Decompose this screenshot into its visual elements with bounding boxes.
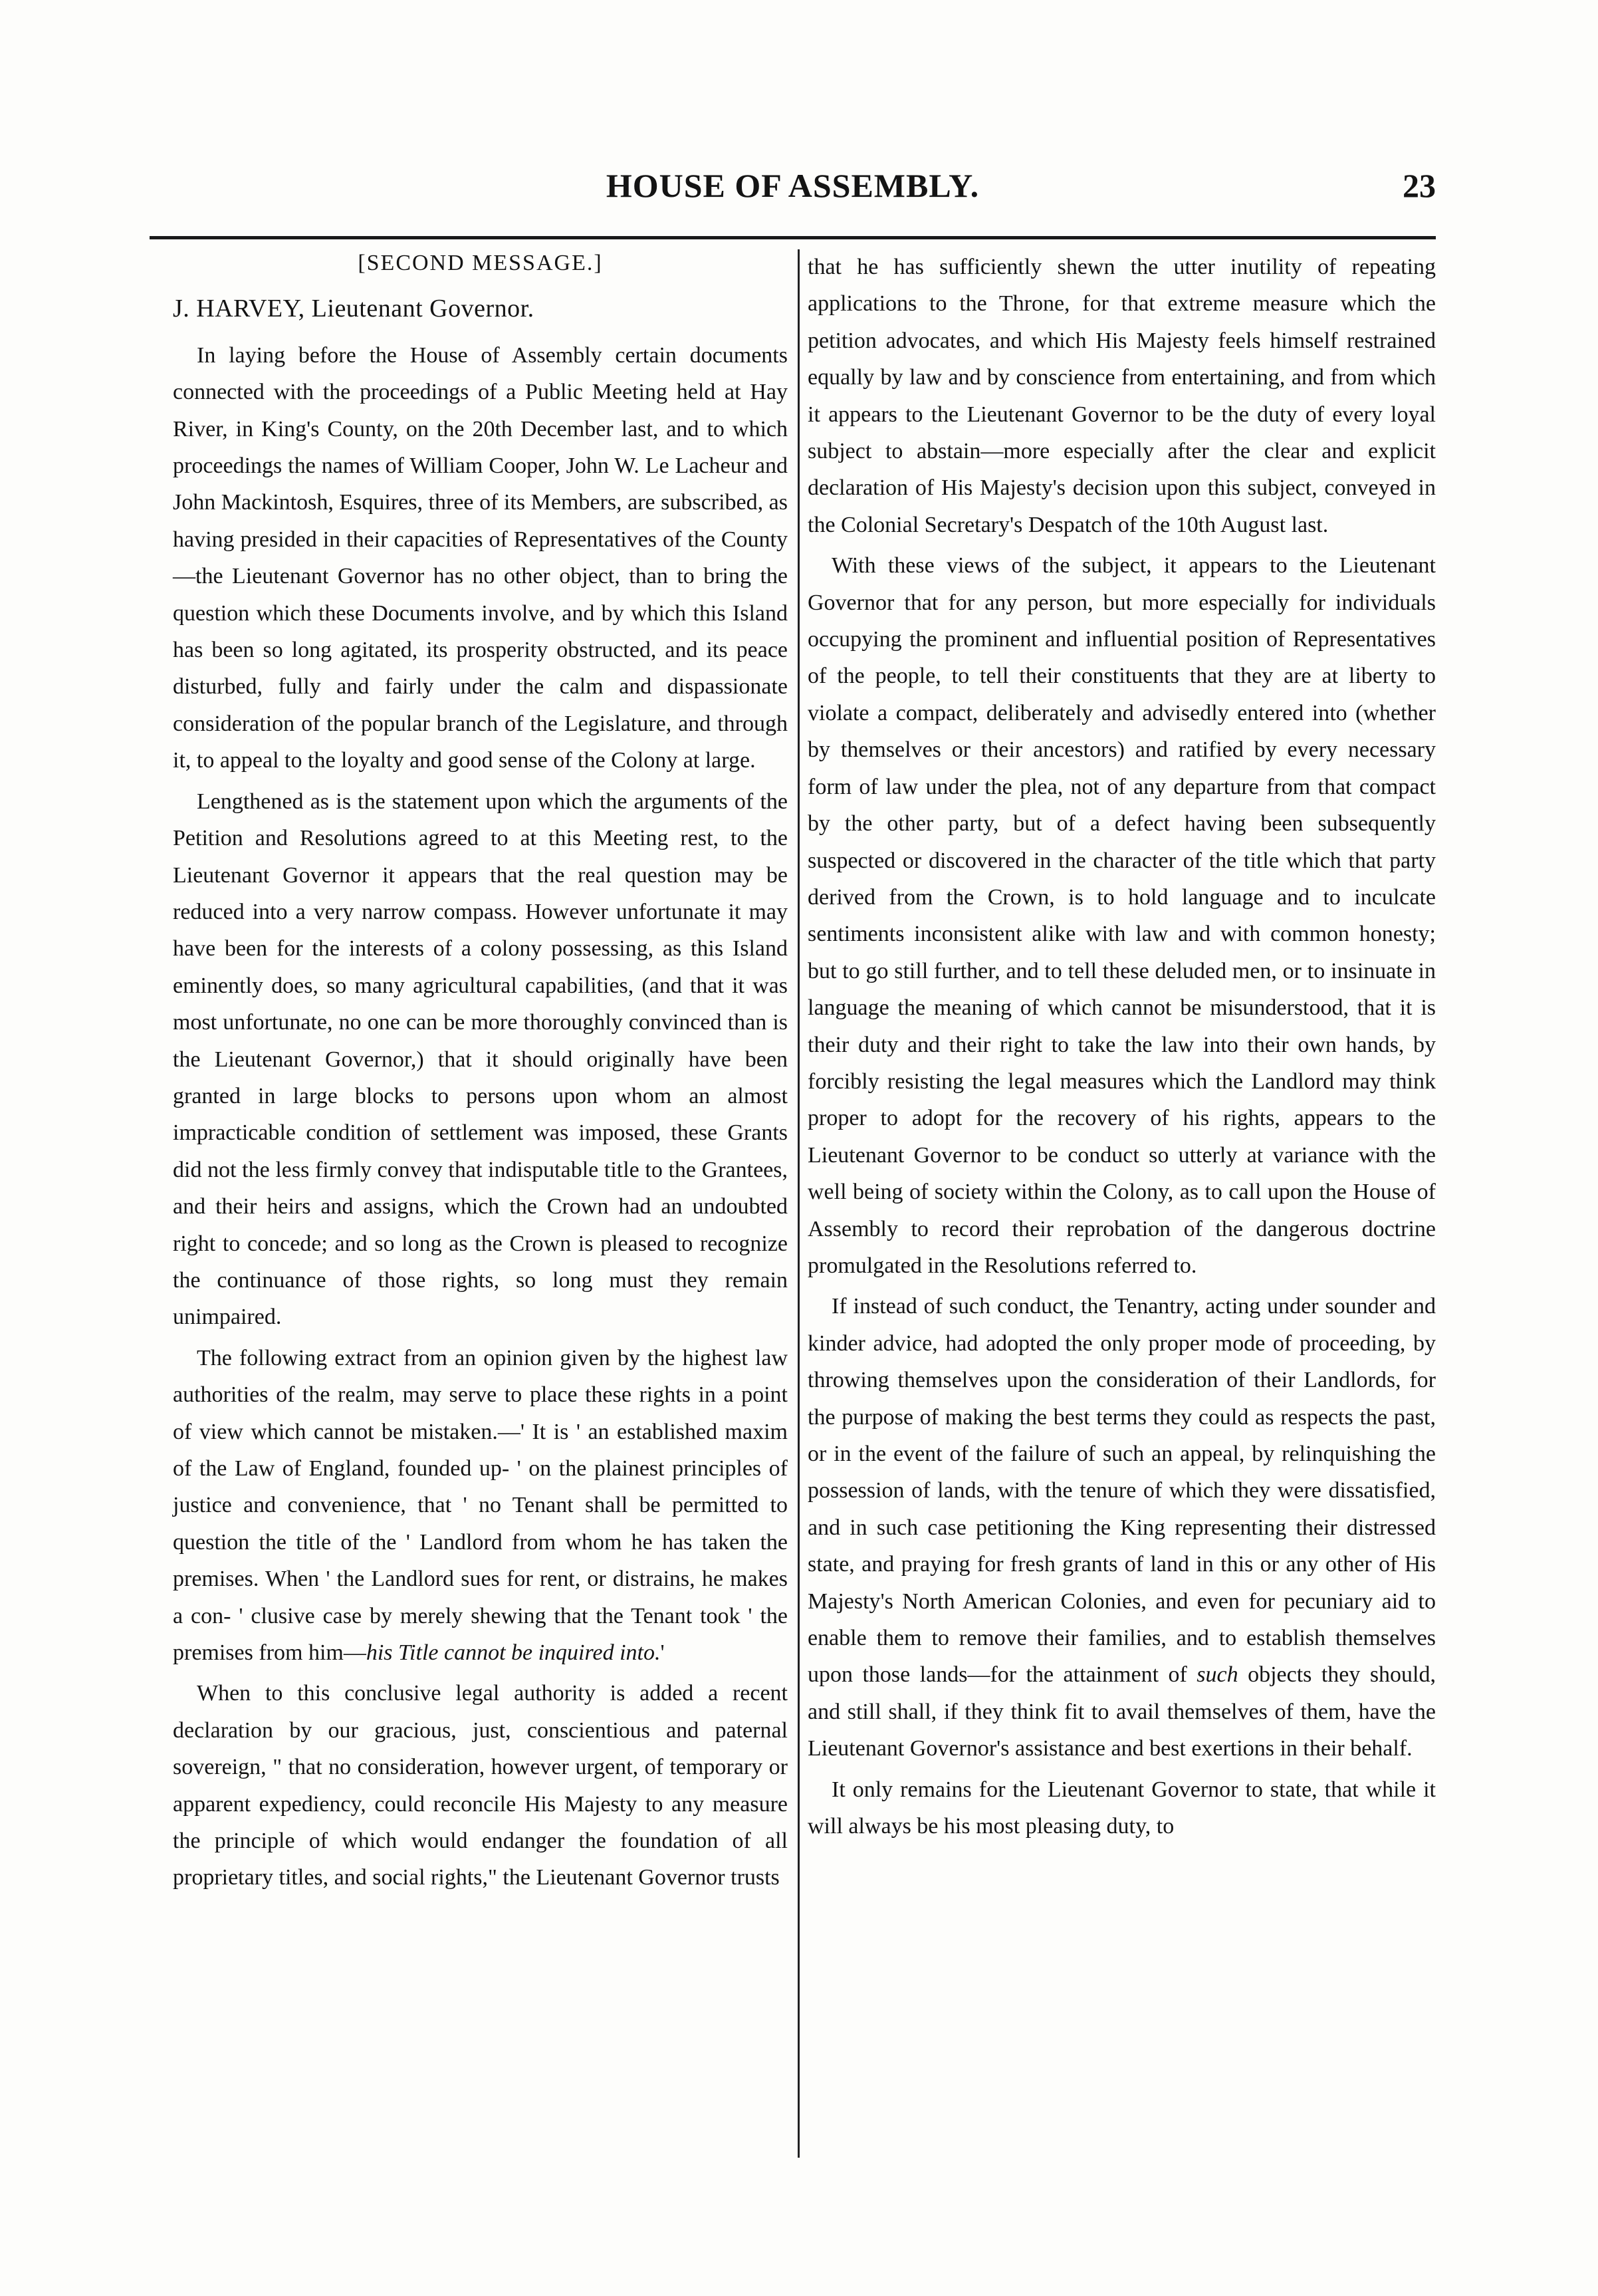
paragraph: With these views of the subject, it appears to the Lieutenant Governor that for any person, but more especially for individuals occupying the prominent and influential position of Representatives of the people, to tell their constituents that they are at liberty to violate a compact, deliberately and advisedly entered into (whether by themselves or their ancestors) and ratified by every necessary form of law under the plea, not of any departure from that compact by the other party, but of a defect having been subsequently suspected or discovered in the character of the title which that party derived from the Crown, is to hold language and to inculcate sentiments inconsistent alike with law and with common honesty; but to go still further, and to tell these deluded men, or to insinuate in language the meaning of which cannot be misunderstood, that it is their duty and their right to take the law into their own hands, by forcibly resisting the legal measures which the Landlord may think proper to adopt for the recovery of his rights, appears to the Lieutenant Governor to be conduct so utterly at variance with the well being of society within the Colony, as to call upon the House of Assembly to record their reprobation of the dangerous doctrine promulgated in the Resolutions referred to.: [808, 553, 1436, 1278]
header-rule: [150, 236, 1436, 239]
quoted-paragraph: [173, 1340, 788, 1672]
paragraph-text: If instead of such conduct, the Tenantry, acting under sounder and kinder advice, had adopted the only proper mode of proceeding, by throwing themselves upon the consideration of their Landlords, for the purpose of making the best terms they could as respects the past, or in the event of the failure of such an appeal, by relinquishing the possession of lands, with the tenure of which they were dissatisfied, and in such case petitioning the King representing their distressed state, and praying for fresh grants of land in this or any other of His Majesty's North American Colonies, and even for pecuniary aid to enable them to remove their families, and to establish themselves upon those lands—for the attainment of: [808, 1294, 1436, 1688]
column-divider: [798, 249, 800, 2158]
left-column: [173, 245, 788, 1896]
paragraph-text: objects they should, and still shall, if they think fit to avail themselves of them, have the Lieutenant Governor's assistance and best exertions in their behalf.: [808, 1662, 1436, 1761]
paragraph-text: ': [660, 1640, 665, 1666]
paragraph: In laying before the House of Assembly certain documents connected with the proceedings of a Public Meeting held at Hay River, in King's County, on the 20th December last, and to which proceedings the names of William Cooper, John W. Le Lacheur and John Mackintosh, Esquires, three of its Members, are subscribed, as having presided in their capacities of Representatives of the County—the Lieutenant Governor has no other object, than to bring the question which these Documents involve, and by which this Island has been so long agitated, its prosperity obstructed, and its peace disturbed, fully and fairly under the calm and dispassionate consideration of the popular branch of the Legislature, and through it, to appeal to the loyalty and good sense of the Colony at large.: [173, 342, 788, 773]
page-number: 23: [1403, 167, 1436, 204]
paragraph: Lengthened as is the statement upon which the arguments of the Petition and Resolutions agreed to at this Meeting rest, to the Lieutenant Governor it appears that the real question may be reduced into a very narrow compass. However unfortunate it may have been for the interests of a colony possessing, as this Island eminently does, so many agricultural capabilities, (and that it was most unfortunate, no one can be more thoroughly convinced than is the Lieutenant Governor,) that it should originally have been granted in large blocks to persons upon whom an almost impracticable condition of settlement was imposed, these Grants did not the less firmly convey that indisputable title to the Grantees, and their heirs and assigns, which the Crown had an undoubted right to concede; and so long as the Crown is pleased to recognize the continuance of those rights, so long must they remain unimpaired.: [173, 789, 788, 1330]
paragraph: When to this conclusive legal authority is added a recent declaration by our gracious, just, conscientious and paternal sovereign, " that no consideration, however urgent, of temporary or apparent expediency, could reconcile His Majesty to any measure the principle of which would endanger the foundation of all proprietary titles, and social rights," the Lieutenant Governor trusts: [173, 1681, 788, 1890]
message-caption: [SECOND MESSAGE.]: [358, 251, 603, 275]
italic-text: such: [1197, 1662, 1238, 1688]
running-title: HOUSE OF ASSEMBLY.: [606, 167, 980, 204]
right-column: [808, 245, 1436, 1845]
signature-line: J. HARVEY, Lieutenant Governor.: [173, 295, 534, 323]
italic-text: his Title cannot be inquired into.: [366, 1640, 661, 1666]
page-header: [150, 166, 1436, 219]
paragraph: that he has sufficiently shewn the utter inutility of repeating applications to the Throne, for that extreme measure which the petition advocates, and which His Majesty feels himself restrained equally by law and by conscience from entertaining, and from which it appears to the Lieutenant Governor to be the duty of every loyal subject to abstain—more especially after the clear and explicit declaration of His Majesty's decision upon this subject, conveyed in the Colonial Secretary's Despatch of the 10th August last.: [808, 255, 1436, 537]
paragraph-text: The following extract from an opinion given by the highest law authorities of the realm, may serve to place these rights in a point of view which cannot be mistaken.—' It is ' an established maxim of the Law of England, founded up- ' on the plainest principles of justice and convenience, that ' no Tenant shall be permitted to question the title of the ' Landlord from whom he has taken the premises. When ' the Landlord sues for rent, or distrains, he makes a con- ' clusive case by merely shewing that the Tenant took ' the premises from him—: [173, 1345, 788, 1666]
paragraph: It only remains for the Lieutenant Governor to state, that while it will always be his most pleasing duty, to: [808, 1777, 1436, 1839]
paragraph: [808, 1288, 1436, 1767]
